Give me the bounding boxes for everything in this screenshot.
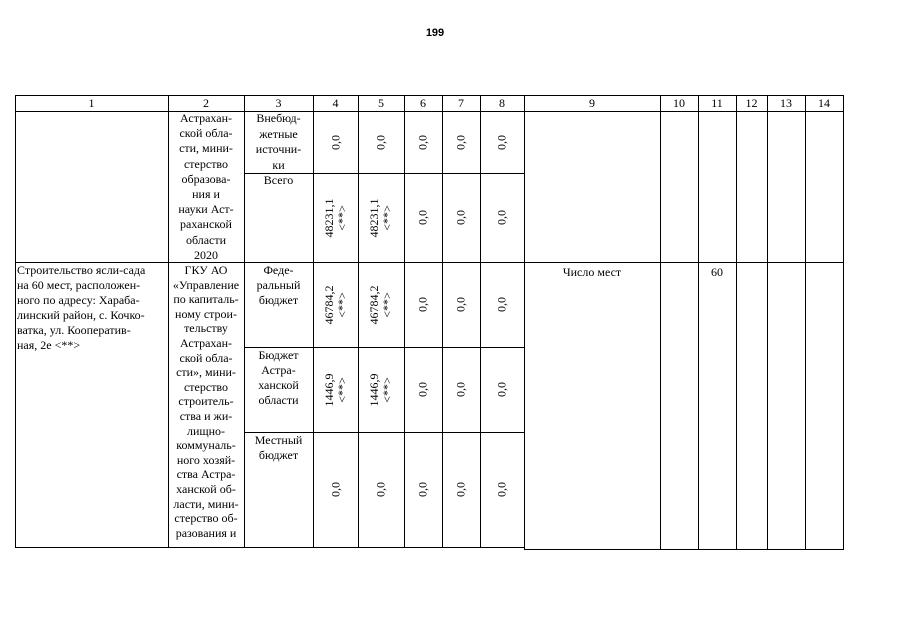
column-rule <box>404 95 405 548</box>
column-rule <box>805 95 806 550</box>
block2-source-2-line: бюджет <box>258 448 299 462</box>
block1-row1-v8: 0,0 <box>494 210 509 225</box>
column-rule <box>168 95 169 548</box>
column-header-5: 5 <box>378 96 384 110</box>
block2-row2-v6: 0,0 <box>415 482 430 497</box>
column-rule <box>15 95 16 548</box>
block1-source-0-line: Внебюд- <box>256 111 301 125</box>
block2-object-name-line: ватка, ул. Кооператив- <box>17 323 131 337</box>
block2-source-0 <box>246 263 311 308</box>
column-rule <box>736 95 737 550</box>
column-rule <box>480 95 481 548</box>
block1-row1-v7: 0,0 <box>453 210 468 225</box>
block2-source-1-line: Бюджет <box>258 348 299 362</box>
block2-value-11: 60 <box>711 265 723 279</box>
block2-executor-line: Астрахан- <box>180 335 232 350</box>
block2-source-0-line: Феде- <box>263 263 294 277</box>
block2-source-1-line: Астра- <box>261 363 296 377</box>
block2-row2-v7: 0,0 <box>453 482 468 497</box>
block2-executor-line: по капиталь- <box>173 292 239 307</box>
block2-row0-v4-line: <**> <box>334 291 349 318</box>
block1-row1-v5 <box>368 183 394 253</box>
column-rule <box>767 95 768 550</box>
block2-row1-v4-line: <**> <box>334 376 349 403</box>
block2-row2-v8: 0,0 <box>494 482 509 497</box>
block2-executor-line: ства и жи- <box>179 408 233 423</box>
block2-row0-v5-line: 46784,2 <box>367 285 381 324</box>
block2-row0-v4-line: 46784,2 <box>321 285 336 324</box>
column-rule <box>524 95 525 550</box>
column-header-6: 6 <box>420 96 426 110</box>
column-header-13: 13 <box>780 96 792 110</box>
block1-executor-line: области <box>185 232 227 247</box>
block2-object-name <box>17 263 166 353</box>
block2-executor-line: строитель- <box>178 394 234 409</box>
block1-executor-line: сти, мини- <box>179 141 233 156</box>
block2-source-1-line: области <box>258 393 299 407</box>
block2-source-2-line: Местный <box>254 433 303 447</box>
block1-row0-v8: 0,0 <box>494 134 509 150</box>
block2-row1-v5 <box>368 355 394 425</box>
column-header-8: 8 <box>499 96 505 110</box>
block2-row2-v5: 0,0 <box>373 482 388 497</box>
column-header-4: 4 <box>332 96 339 110</box>
block2-row1-v4 <box>323 355 349 425</box>
block1-executor-line: ния и <box>192 187 220 202</box>
column-header-12: 12 <box>745 96 758 110</box>
block2-executor-line: ному строи- <box>175 306 237 321</box>
column-header-10: 10 <box>673 96 685 110</box>
block1-executor-line: ской обла- <box>179 126 233 141</box>
block1-executor-line: науки Аст- <box>178 202 234 217</box>
block1-row1-v6: 0,0 <box>415 210 430 225</box>
block2-executor-line: «Управление <box>172 277 240 292</box>
block2-row0-v7: 0,0 <box>453 297 468 312</box>
block2-indicator: Число мест <box>562 265 622 279</box>
column-rule <box>244 95 245 548</box>
block1-executor-line: Астрахан- <box>180 111 232 125</box>
block2-row0-v5-line: <**> <box>380 291 394 318</box>
block2-executor-line: лищно- <box>186 423 226 438</box>
block2-object-name-line: ная, 2е <**> <box>17 338 81 352</box>
block1-source-0 <box>246 111 311 173</box>
block2-executor-line: разования и <box>175 525 237 540</box>
block2-row1-v5-line: 1446,9 <box>367 373 381 406</box>
block2-executor-line: коммуналь- <box>176 438 236 453</box>
block2-source-1-line: ханской <box>258 378 299 392</box>
block2-object-name-line: ного по адресу: Хараба- <box>17 293 140 307</box>
block2-executor-line: ства Астра- <box>176 467 236 482</box>
block2-executor <box>170 263 242 540</box>
column-header-9: 9 <box>589 96 595 110</box>
block1-executor-line: образова- <box>181 171 231 186</box>
block1-row1-v4-line: 48231,1 <box>321 198 336 237</box>
column-header-2: 2 <box>203 96 209 110</box>
block1-source-0-line: источни- <box>255 142 302 156</box>
column-rule <box>843 95 844 550</box>
block2-executor-line: ного хозяй- <box>176 452 236 467</box>
block2-row1-v7: 0,0 <box>453 382 468 397</box>
column-header-7: 7 <box>458 96 464 110</box>
block2-executor-line: стерство об- <box>174 511 238 526</box>
column-rule <box>660 95 661 550</box>
column-rule <box>698 95 699 550</box>
block2-executor-line: ханской об- <box>176 481 236 496</box>
column-header-1: 1 <box>88 96 95 110</box>
block1-source-1: Всего <box>263 173 294 187</box>
block2-row1-v4-line: 1446,9 <box>321 373 336 406</box>
block1-executor-line: стерство <box>183 156 229 171</box>
column-header-11: 11 <box>711 96 723 110</box>
block2-source-2 <box>246 433 311 463</box>
table-bottom-rule <box>524 549 843 550</box>
block1-row0-v4: 0,0 <box>328 134 342 150</box>
column-rule <box>313 95 314 548</box>
block2-row0-v6: 0,0 <box>415 297 430 312</box>
block1-source-0-line: ки <box>272 157 285 172</box>
block2-executor-line: тельству <box>184 321 228 336</box>
block2-source-0-line: ральный <box>256 278 301 292</box>
block1-executor-line: 2020 <box>194 247 218 262</box>
block2-object-name-line: линский район, с. Кочко- <box>17 308 145 322</box>
block2-executor-line: ГКУ АО <box>184 263 228 277</box>
block2-executor-line: сти», мини- <box>176 365 236 380</box>
column-header-3: 3 <box>275 96 282 110</box>
block1-executor-line: раханской <box>180 217 232 232</box>
block1-row0-v5: 0,0 <box>373 134 388 150</box>
block1-row0-v7: 0,0 <box>453 134 468 150</box>
block2-row2-v4: 0,0 <box>328 482 342 497</box>
block2-row1-v6: 0,0 <box>415 382 430 397</box>
block1-executor <box>170 111 242 263</box>
table-top-rule <box>15 95 843 96</box>
block2-source-0-line: бюджет <box>258 293 299 307</box>
column-rule <box>442 95 443 548</box>
block1-row1-v5-line: <**> <box>380 204 394 231</box>
block2-executor-line: стерство <box>183 379 229 394</box>
block2-row1-v5-line: <**> <box>380 376 394 403</box>
table-bottom-rule <box>15 547 524 548</box>
page-number: 199 <box>425 27 445 39</box>
block2-object-name-line: Строительство ясли-сада <box>17 263 146 277</box>
column-rule <box>358 95 359 548</box>
block1-row1-v5-line: 48231,1 <box>367 198 381 237</box>
column-header-14: 14 <box>818 96 830 110</box>
block2-object-name-line: на 60 мест, расположен- <box>17 278 141 292</box>
block2-executor-line: ской обла- <box>179 350 233 365</box>
block2-row0-v4 <box>323 270 349 340</box>
block1-row1-v4-line: <**> <box>334 204 349 231</box>
block2-row1-v8: 0,0 <box>494 382 509 397</box>
block1-row1-v4 <box>323 183 349 253</box>
block1-source-0-line: жетные <box>259 126 298 141</box>
block2-row0-v8: 0,0 <box>494 297 509 312</box>
block2-row0-v5 <box>368 270 394 340</box>
block2-executor-line: ласти, мини- <box>173 496 239 511</box>
block2-source-1 <box>246 348 311 408</box>
block1-row0-v6: 0,0 <box>415 134 430 150</box>
